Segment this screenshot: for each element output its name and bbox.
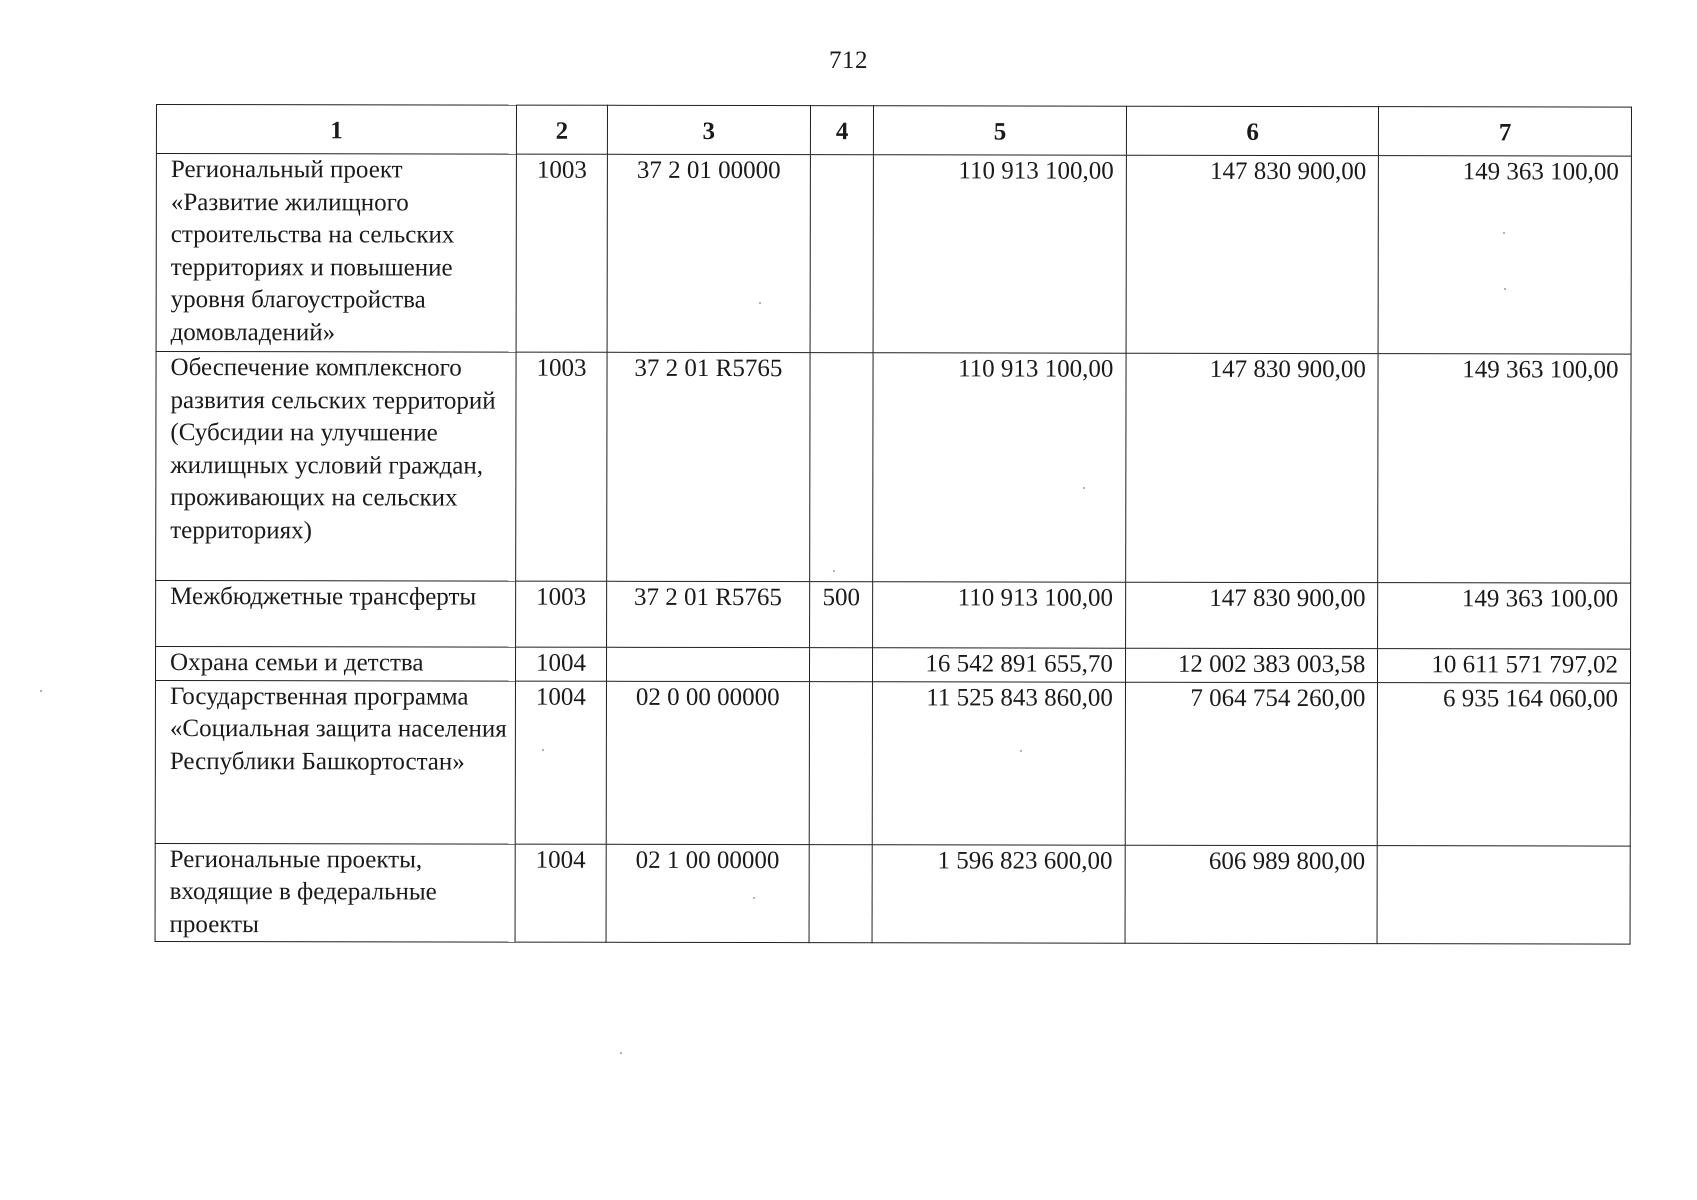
table-row [155, 843, 1630, 944]
budget-table [155, 104, 1632, 945]
scan-speck [1083, 487, 1085, 489]
scan-speck [833, 570, 835, 572]
row-section: 1003 [516, 154, 607, 352]
row-expense-type [810, 353, 874, 582]
scan-speck [753, 897, 755, 899]
table-row [156, 154, 1631, 355]
table-row [156, 352, 1631, 584]
row-expense-type [809, 648, 872, 682]
row-amount-5: 1 596 823 600,00 [872, 844, 1125, 943]
row-name: Межбюджетные трансферты [156, 581, 516, 648]
row-target [606, 647, 809, 681]
row-amount-5: 110 913 100,00 [873, 582, 1126, 648]
row-amount-6: 147 830 900,00 [1126, 155, 1379, 353]
row-section: 1004 [515, 844, 606, 943]
row-section: 1004 [516, 647, 607, 681]
row-name: Охрана семьи и детства [155, 647, 515, 681]
row-amount-7: 10 611 571 797,02 [1378, 649, 1631, 683]
row-expense-type: 500 [810, 582, 873, 648]
scan-speck [1503, 232, 1505, 234]
row-amount-6: 147 830 900,00 [1126, 353, 1379, 582]
column-header-6: 6 [1126, 106, 1379, 155]
row-amount-5: 110 913 100,00 [873, 155, 1126, 353]
scan-speck [1020, 750, 1022, 752]
row-expense-type [809, 844, 873, 943]
page-number: 712 [829, 47, 868, 74]
row-amount-6: 7 064 754 260,00 [1125, 682, 1378, 845]
row-amount-7: 149 363 100,00 [1378, 156, 1631, 354]
table-row [155, 647, 1630, 683]
row-amount-7: 149 363 100,00 [1378, 583, 1631, 649]
scan-speck [759, 302, 761, 304]
scan-speck [1504, 288, 1506, 290]
table-row [155, 680, 1630, 846]
row-target: 02 0 00 00000 [606, 681, 810, 844]
row-amount-5: 11 525 843 860,00 [873, 681, 1126, 844]
row-name: Региональный проект «Развитие жилищного строительства на сельских территориях и повышение уровня благоустройства домовладений» [156, 154, 517, 353]
table-header [156, 105, 1631, 157]
scan-speck [542, 749, 544, 751]
column-header-4: 4 [810, 106, 873, 155]
row-amount-5: 110 913 100,00 [873, 353, 1126, 582]
row-name: Государственная программа «Социальная защита населения Республики Башкортостан» [155, 680, 515, 844]
column-header-1: 1 [156, 105, 516, 155]
row-name: Региональные проекты, входящие в федеральные проекты [155, 843, 515, 942]
column-header-5: 5 [874, 106, 1127, 155]
scan-speck [40, 690, 42, 692]
row-target: 02 1 00 00000 [606, 844, 809, 943]
table-body [155, 154, 1631, 945]
row-amount-7: 149 363 100,00 [1378, 354, 1631, 583]
row-amount-6: 147 830 900,00 [1125, 582, 1378, 648]
row-amount-6: 12 002 383 003,58 [1125, 648, 1378, 682]
row-amount-7 [1377, 845, 1630, 944]
scan-speck [620, 1052, 622, 1054]
row-section: 1003 [516, 581, 607, 647]
column-header-7: 7 [1379, 107, 1632, 156]
column-header-2: 2 [517, 105, 608, 154]
header-row [156, 105, 1631, 157]
row-amount-5: 16 542 891 655,70 [873, 648, 1126, 682]
row-target: 37 2 01 R5765 [606, 352, 810, 581]
row-section: 1004 [515, 681, 606, 844]
column-header-3: 3 [607, 105, 810, 154]
row-target: 37 2 01 00000 [607, 154, 811, 352]
row-amount-7: 6 935 164 060,00 [1378, 682, 1631, 845]
row-name: Обеспечение комплексного развития сельских территорий (Субсидии на улучшение жилищных условий граждан, проживающих на сельских территориях) [156, 352, 517, 582]
row-expense-type [810, 155, 874, 353]
row-section: 1003 [516, 352, 607, 581]
row-amount-6: 606 989 800,00 [1125, 845, 1378, 944]
row-target: 37 2 01 R5765 [606, 581, 809, 647]
table-row [156, 581, 1631, 650]
row-expense-type [809, 681, 873, 844]
